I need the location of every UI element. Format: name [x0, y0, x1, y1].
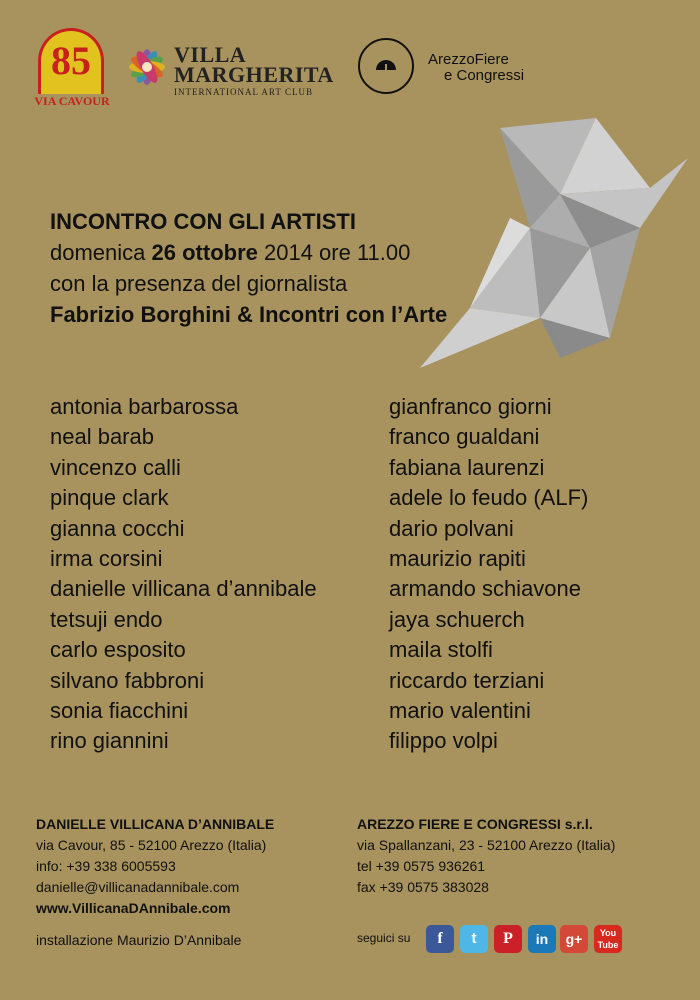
artist-name: carlo esposito [50, 637, 186, 663]
youtube-top: You [599, 928, 617, 938]
artists-list-right [389, 392, 588, 757]
date-bold: 26 ottobre [151, 240, 258, 265]
artist-name: franco gualdani [389, 424, 540, 450]
youtube-bottom: Tube [597, 940, 619, 950]
contact-address: via Spallanzani, 23 - 52100 Arezzo (Italia) [357, 837, 616, 853]
arezzo-name-line1: ArezzoFiere [428, 51, 509, 68]
artist-name: armando schiavone [389, 576, 582, 602]
artist-name: filippo volpi [389, 728, 498, 754]
artist-name: antonia barbarossa [50, 394, 239, 419]
date-prefix: domenica [50, 240, 152, 265]
contact-address: via Cavour, 85 - 52100 Arezzo (Italia) [36, 837, 267, 853]
facebook-icon[interactable]: f [426, 925, 454, 953]
artist-name: tetsuji endo [50, 606, 163, 632]
via-cavour-85-logo [34, 28, 112, 112]
date-suffix: 2014 ore 11.00 [257, 240, 411, 265]
contact-name: AREZZO FIERE E CONGRESSI s.r.l. [357, 816, 593, 832]
artist-name: adele lo feudo (ALF) [389, 485, 589, 511]
artist-name: gianna cocchi [50, 515, 185, 541]
artist-name: maila stolfi [389, 637, 493, 663]
follow-us-label: seguici su [357, 931, 411, 945]
artist-name: danielle villicana d’annibale [50, 576, 317, 602]
pinterest-icon[interactable]: P [494, 925, 522, 953]
flower-icon [124, 44, 170, 90]
contact-phone: info: +39 338 6005593 [36, 858, 176, 874]
linkedin-icon[interactable]: in [528, 925, 556, 953]
artist-name: sonia fiacchini [50, 698, 189, 724]
contact-villicana [36, 814, 274, 919]
villa-name-line2: MARGHERITA [174, 62, 334, 87]
artist-name: riccardo terziani [389, 667, 545, 693]
logo-number: 85 [51, 38, 91, 83]
arezzo-circle-icon [358, 38, 414, 94]
artists-list-left [50, 392, 317, 757]
google-plus-icon[interactable]: g+ [560, 925, 588, 953]
artist-name: maurizio rapiti [389, 546, 526, 572]
villa-margherita-logo [124, 44, 354, 96]
contact-tel: tel +39 0575 936261 [357, 858, 486, 874]
event-headline [50, 206, 670, 330]
event-journalist: Fabrizio Borghini & Incontri con l’Arte [50, 302, 448, 327]
logo-subtitle: VIA CAVOUR [34, 94, 110, 108]
event-date [50, 237, 670, 268]
contact-name: DANIELLE VILLICANA D’ANNIBALE [36, 816, 275, 832]
install-name: Maurizio D’Annibale [116, 932, 242, 948]
youtube-icon[interactable] [594, 925, 622, 953]
villa-name-line1: VILLA [174, 42, 247, 67]
event-title: INCONTRO CON GLI ARTISTI [50, 209, 356, 234]
installation-credit [36, 932, 241, 948]
install-prefix: installazione [36, 932, 117, 948]
villa-club-label: INTERNATIONAL ART CLUB [174, 87, 313, 97]
twitter-icon[interactable]: t [460, 925, 488, 953]
artist-name: dario polvani [389, 515, 514, 541]
arezzo-name-line2: e Congressi [444, 67, 525, 84]
contact-website-link[interactable]: www.VillicanaDAnnibale.com [36, 900, 231, 916]
contact-arezzo-fiere [357, 814, 615, 898]
artist-name: silvano fabbroni [50, 667, 205, 693]
artist-name: pinque clark [50, 485, 169, 511]
artist-name: jaya schuerch [389, 606, 525, 632]
event-presence: con la presenza del giornalista [50, 271, 348, 296]
artist-name: neal barab [50, 424, 154, 450]
artist-name: fabiana laurenzi [389, 454, 545, 480]
artist-name: vincenzo calli [50, 454, 181, 480]
artist-name: gianfranco giorni [389, 394, 552, 419]
arezzo-fiere-logo [356, 36, 536, 100]
artist-name: rino giannini [50, 728, 169, 754]
artist-name: irma corsini [50, 546, 163, 572]
artist-name: mario valentini [389, 698, 531, 724]
contact-email-link[interactable]: danielle@villicanadannibale.com [36, 879, 240, 895]
contact-fax: fax +39 0575 383028 [357, 879, 489, 895]
